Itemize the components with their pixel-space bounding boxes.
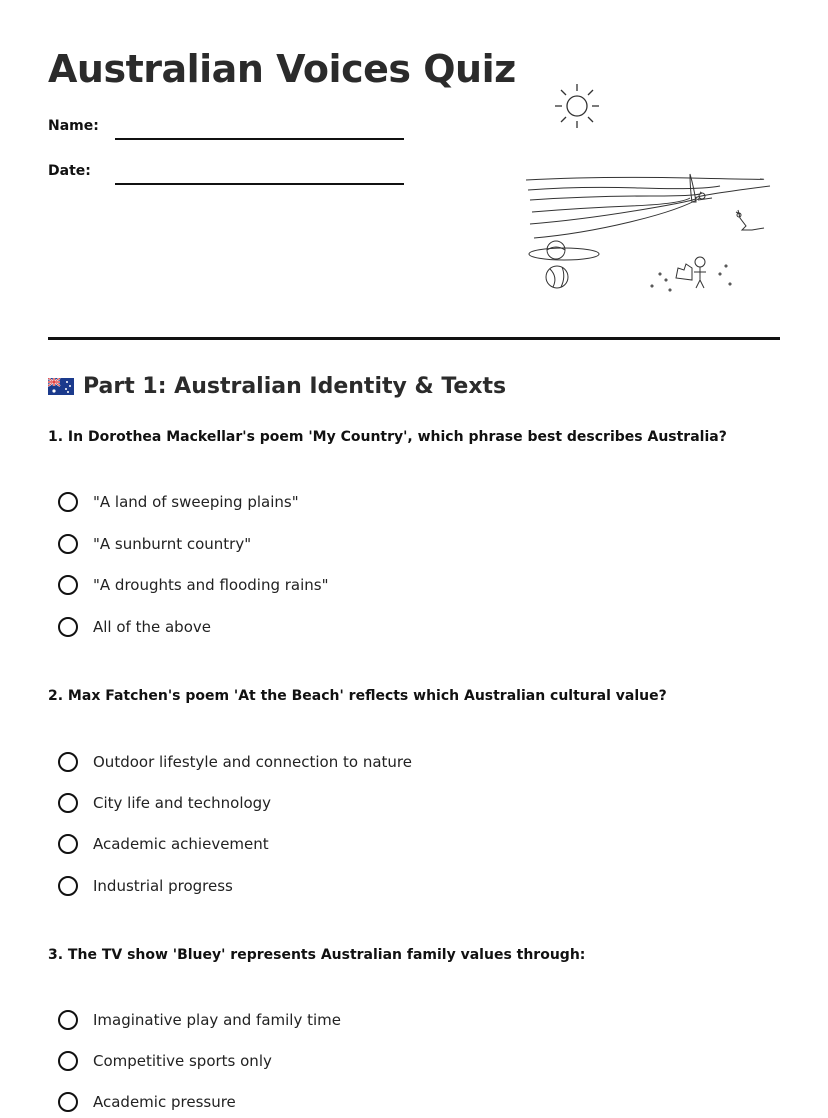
name-label: Name: bbox=[48, 118, 99, 134]
option-label: "A sunburnt country" bbox=[93, 535, 252, 553]
beach-ball-icon bbox=[529, 241, 599, 288]
radio-button[interactable] bbox=[58, 575, 78, 595]
option-label: Competitive sports only bbox=[93, 1052, 272, 1070]
q2-option-3[interactable] bbox=[58, 834, 269, 854]
q1-option-2[interactable] bbox=[58, 534, 251, 554]
q3-option-3[interactable] bbox=[58, 1092, 236, 1112]
name-field[interactable] bbox=[115, 138, 404, 140]
date-label: Date: bbox=[48, 163, 91, 179]
q1-option-3[interactable] bbox=[58, 575, 329, 595]
ocean-waves-icon bbox=[526, 177, 770, 238]
radio-button[interactable] bbox=[58, 1051, 78, 1071]
option-label: "A droughts and flooding rains" bbox=[93, 576, 329, 594]
radio-button[interactable] bbox=[58, 752, 78, 772]
radio-button[interactable] bbox=[58, 1092, 78, 1112]
radio-button[interactable] bbox=[58, 834, 78, 854]
question-1: 1. In Dorothea Mackellar's poem 'My Country', which phrase best describes Australia? bbox=[48, 429, 727, 445]
option-label: Outdoor lifestyle and connection to nature bbox=[93, 753, 412, 771]
dog-icon bbox=[736, 210, 764, 230]
q2-option-4[interactable] bbox=[58, 876, 233, 896]
sun-icon bbox=[555, 84, 599, 128]
q3-option-1[interactable] bbox=[58, 1010, 341, 1030]
option-label: City life and technology bbox=[93, 794, 272, 812]
radio-button[interactable] bbox=[58, 876, 78, 896]
date-field[interactable] bbox=[115, 183, 404, 185]
option-label: "A land of sweeping plains" bbox=[93, 493, 299, 511]
q3-option-2[interactable] bbox=[58, 1051, 272, 1071]
q2-option-1[interactable] bbox=[58, 752, 412, 772]
option-label: Academic pressure bbox=[93, 1093, 236, 1111]
q1-option-1[interactable] bbox=[58, 492, 299, 512]
australian-flag-icon bbox=[48, 378, 74, 395]
option-label: All of the above bbox=[93, 618, 211, 636]
radio-button[interactable] bbox=[58, 492, 78, 512]
quiz-title: Australian Voices Quiz bbox=[48, 47, 516, 91]
q2-option-2[interactable] bbox=[58, 793, 271, 813]
radio-button[interactable] bbox=[58, 534, 78, 554]
radio-button[interactable] bbox=[58, 1010, 78, 1030]
option-label: Academic achievement bbox=[93, 835, 269, 853]
q1-option-4[interactable] bbox=[58, 617, 211, 637]
section-heading bbox=[48, 374, 506, 399]
radio-button[interactable] bbox=[58, 617, 78, 637]
option-label: Industrial progress bbox=[93, 877, 233, 895]
sandcastle-child-icon bbox=[651, 257, 731, 291]
beach-illustration bbox=[520, 78, 780, 300]
section-divider bbox=[48, 337, 780, 340]
option-label: Imaginative play and family time bbox=[93, 1011, 342, 1029]
radio-button[interactable] bbox=[58, 793, 78, 813]
question-3: 3. The TV show 'Bluey' represents Australian family values through: bbox=[48, 947, 586, 963]
question-2: 2. Max Fatchen's poem 'At the Beach' reflects which Australian cultural value? bbox=[48, 688, 667, 704]
section-title: Part 1: Australian Identity & Texts bbox=[83, 374, 507, 399]
